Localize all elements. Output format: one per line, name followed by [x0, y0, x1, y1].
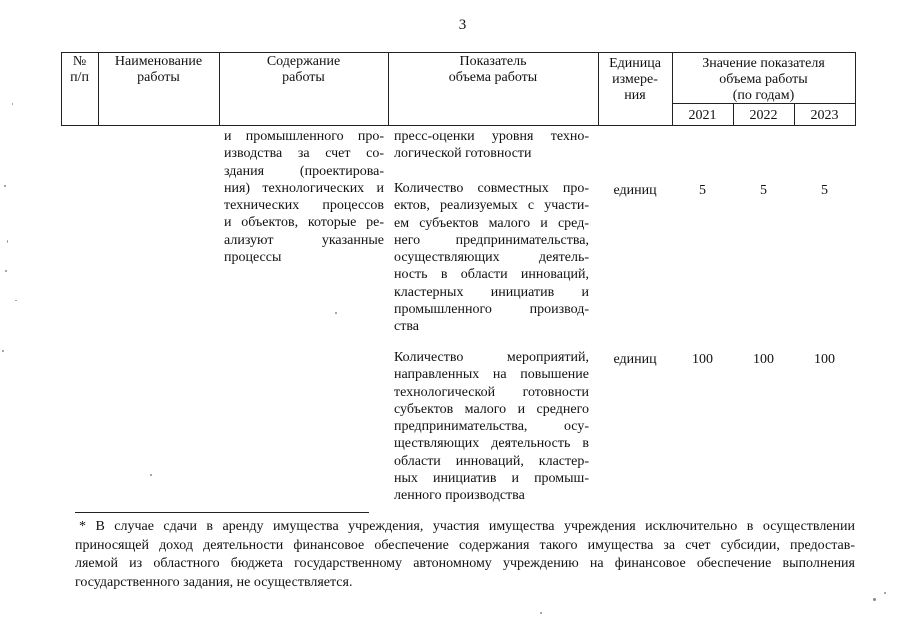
value-row-1-2021: 5	[699, 183, 706, 198]
indicator-continued: пресс-оценки уровня техно- логической готовности	[394, 129, 589, 162]
header-year-2021: 2021	[688, 108, 717, 123]
header-content: Содержание работы	[266, 54, 341, 85]
header-year-2023: 2023	[810, 108, 839, 123]
header-value: Значение показателя объема работы (по годам)	[702, 56, 825, 103]
header-indicator: Показатель объема работы	[448, 54, 538, 85]
table-top-border	[61, 52, 855, 53]
indicator-row-1: Количество совместных про- ектов, реализуемых с участи- ем субъектов малого и сред- него предпринимательства, осуществляющих деятель- ность в области инноваций, кластерных инициатив и промышленного производ- ства	[394, 181, 589, 335]
footnote: * В случае сдачи в аренду имущества учреждения, участия имущества учреждения исключительно в осуществлении приносящей доход деятельности финансовое обеспечение содержания такого имущества за счет субсидии, предостав- ляемой из областного бюджета государственному автономному учреждению на финансовое обеспечение выполнения государственного задания, не осуществляется.	[75, 519, 855, 590]
col-border	[855, 52, 856, 126]
page-number: 3	[458, 17, 467, 33]
header-no: № п/п	[70, 54, 89, 85]
unit-row-1: единиц	[613, 183, 657, 198]
content-cell: и промышленного про- изводства за счет со- здания (проектирова- ния) технологических и технических процессов и объектов, которые ре- ализуют указанные процессы	[224, 129, 384, 266]
unit-row-2: единиц	[613, 352, 657, 367]
header-year-2022: 2022	[749, 108, 778, 123]
indicator-row-2: Количество мероприятий, направленных на повышение технологической готовности субъектов малого и среднего предпринимательства, осу- ществляющих деятельность в области инноваций, кластер- ных инициатив и промыш- ленного производства	[394, 350, 589, 504]
value-row-1-2022: 5	[760, 183, 767, 198]
header-name: Наименование работы	[114, 54, 203, 85]
header-unit: Единица измере- ния	[609, 56, 661, 103]
value-row-2-2023: 100	[814, 352, 835, 367]
header-bottom-border	[61, 125, 855, 126]
value-row-2-2021: 100	[692, 352, 713, 367]
value-row-2-2022: 100	[753, 352, 774, 367]
footnote-separator	[75, 512, 369, 513]
value-row-1-2023: 5	[821, 183, 828, 198]
